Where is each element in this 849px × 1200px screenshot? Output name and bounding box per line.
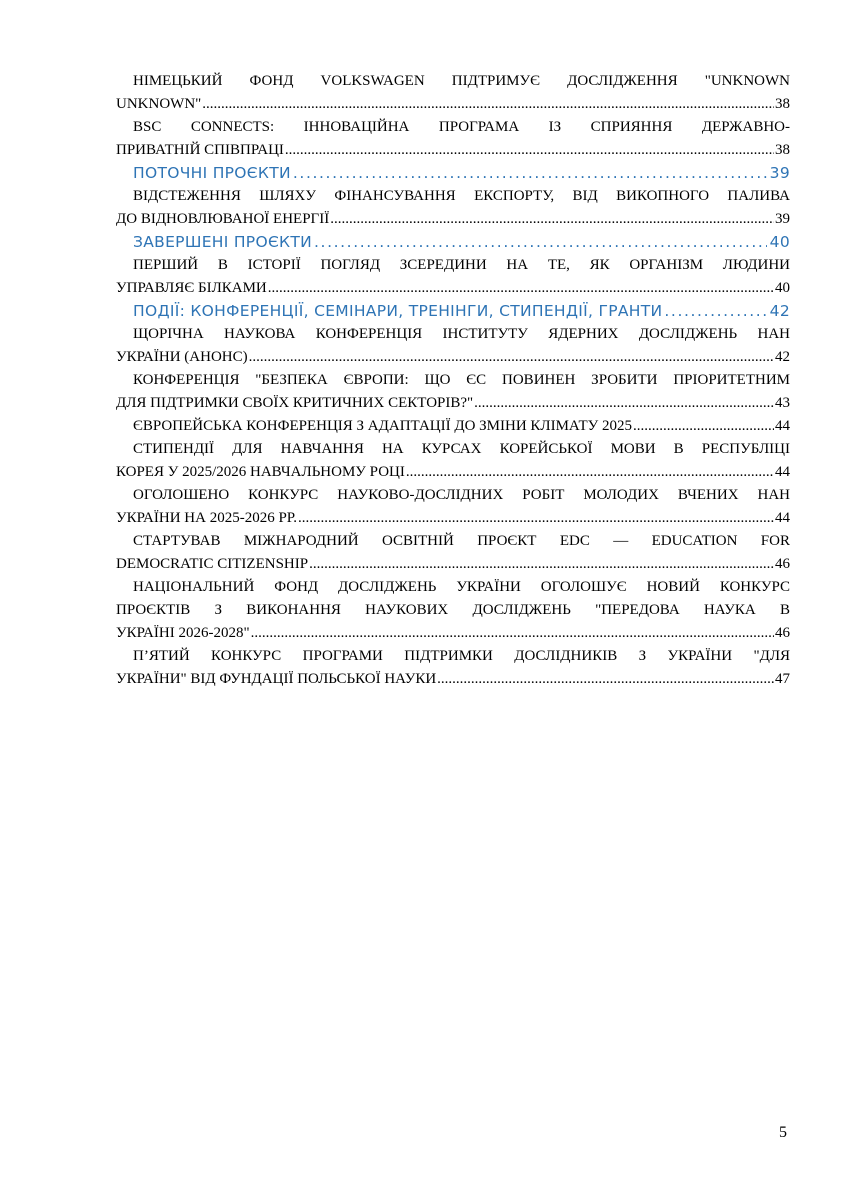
toc-entry-title: ПЕРШИЙ В ІСТОРІЇ ПОГЛЯД ЗСЕРЕДИНИ НА ТЕ, ЯК ОРГАНІЗМ ЛЮДИНИ [133,257,790,273]
dot-leader [202,93,774,116]
toc-entry-title: КОНФЕРЕНЦІЯ "БЕЗПЕКА ЄВРОПИ: ЩО ЄС ПОВИНЕН ЗРОБИТИ ПРІОРИТЕТНИМ [133,372,790,388]
toc-page-number: 40 [775,280,790,296]
toc-entry-title-end: УКРАЇНІ 2026-2028" [116,625,250,641]
toc-page-number: 44 [775,464,790,480]
toc-entry-title-end: UNKNOWN" [116,96,202,112]
toc-entry-title: ЩОРІЧНА НАУКОВА КОНФЕРЕНЦІЯ ІНСТИТУТУ ЯДЕРНИХ ДОСЛІДЖЕНЬ НАН [133,326,790,342]
toc-entry-title: СТАРТУВАВ МІЖНАРОДНИЙ ОСВІТНІЙ ПРОЄКТ EDC — EDUCATION FOR [133,533,790,549]
toc-entry-last-line [116,392,790,415]
toc-page-number: 40 [769,233,790,251]
table-of-contents [116,70,790,691]
toc-entry[interactable] [116,484,790,530]
dot-leader [298,507,774,530]
toc-page-number: 44 [775,510,790,526]
toc-entry[interactable] [116,254,790,300]
toc-entry-last-line [116,622,790,645]
toc-page-number: 46 [775,556,790,572]
toc-entry-title: ВІДСТЕЖЕННЯ ШЛЯХУ ФІНАНСУВАННЯ ЕКСПОРТУ, ВІД ВИКОПНОГО ПАЛИВА [133,188,790,204]
toc-entry[interactable] [116,415,790,438]
toc-page-number: 39 [769,164,790,182]
toc-entry-title-end: ДО ВІДНОВЛЮВАНОЇ ЕНЕРГІЇ [116,211,330,227]
toc-page-number: 47 [775,671,790,687]
toc-page-number: 38 [775,96,790,112]
toc-entry-title-continued: ПРОЄКТІВ З ВИКОНАННЯ НАУКОВИХ ДОСЛІДЖЕНЬ "ПЕРЕДОВА НАУКА В [116,602,790,618]
toc-entry-last-line [116,346,790,369]
toc-entry-title: П’ЯТИЙ КОНКУРС ПРОГРАМИ ПІДТРИМКИ ДОСЛІДНИКІВ З УКРАЇНИ "ДЛЯ [133,648,790,664]
toc-entry[interactable] [116,530,790,576]
toc-entry[interactable] [116,70,790,116]
toc-entry[interactable] [116,438,790,484]
toc-heading[interactable] [116,162,790,185]
page-number: 5 [779,1124,787,1141]
toc-heading[interactable] [116,300,790,323]
toc-page-number: 42 [775,349,790,365]
dot-leader [285,139,774,162]
toc-entry-title-end: УКРАЇНИ" ВІД ФУНДАЦІЇ ПОЛЬСЬКОЇ НАУКИ [116,671,437,687]
toc-page-number: 44 [775,418,790,434]
dot-leader [474,392,774,415]
toc-entry-title-end: DEMOCRATIC CITIZENSHIP [116,556,309,572]
toc-entry-title-end: УПРАВЛЯЄ БІЛКАМИ [116,280,267,296]
toc-page-number: 42 [769,302,790,320]
dot-leader [268,277,774,300]
dot-leader [249,346,774,369]
toc-page-number: 46 [775,625,790,641]
toc-entry[interactable] [116,323,790,369]
toc-entry-last-line [116,277,790,300]
dot-leader [664,300,766,323]
dot-leader [293,162,767,185]
toc-entry-last-line [116,93,790,116]
toc-entry-title-end: УКРАЇНИ (АНОНС) [116,349,248,365]
toc-entry[interactable] [116,369,790,415]
toc-page-number: 38 [775,142,790,158]
toc-entry-last-line [116,208,790,231]
toc-entry-title: НІМЕЦЬКИЙ ФОНД VOLKSWAGEN ПІДТРИМУЄ ДОСЛІДЖЕННЯ "UNKNOWN [133,73,790,89]
toc-heading[interactable] [116,231,790,254]
toc-entry-last-line [116,139,790,162]
toc-entry-title-end: ПРИВАТНІЙ СПІВПРАЦІ [116,142,284,158]
toc-entry-title: НАЦІОНАЛЬНИЙ ФОНД ДОСЛІДЖЕНЬ УКРАЇНИ ОГОЛОШУЄ НОВИЙ КОНКУРС [133,579,790,595]
toc-entry-last-line [116,507,790,530]
toc-heading-text: ПОДІЇ: КОНФЕРЕНЦІЇ, СЕМІНАРИ, ТРЕНІНГИ, СТИПЕНДІЇ, ГРАНТИ [133,302,663,320]
toc-entry-title: BSC CONNECTS: ІННОВАЦІЙНА ПРОГРАМА ІЗ СПРИЯННЯ ДЕРЖАВНО- [133,119,790,135]
toc-page-number: 43 [775,395,790,411]
toc-entry-title: СТИПЕНДІЇ ДЛЯ НАВЧАННЯ НА КУРСАХ КОРЕЙСЬКОЇ МОВИ В РЕСПУБЛІЦІ [133,441,790,457]
dot-leader [633,415,774,438]
toc-entry[interactable] [116,116,790,162]
toc-entry-title-end: УКРАЇНИ НА 2025-2026 РР. [116,510,298,526]
toc-entry[interactable] [116,576,790,645]
dot-leader [251,622,774,645]
toc-entry-last-line [116,553,790,576]
toc-entry[interactable] [116,185,790,231]
dot-leader [437,668,774,691]
toc-entry-last-line [116,668,790,691]
dot-leader [406,461,774,484]
toc-entry-title: ОГОЛОШЕНО КОНКУРС НАУКОВО-ДОСЛІДНИХ РОБІТ МОЛОДИХ ВЧЕНИХ НАН [133,487,790,503]
dot-leader [330,208,774,231]
dot-leader [309,553,774,576]
toc-entry-title: ЄВРОПЕЙСЬКА КОНФЕРЕНЦІЯ З АДАПТАЦІЇ ДО ЗМІНИ КЛІМАТУ 2025 [133,418,632,434]
toc-entry-title-end: ДЛЯ ПІДТРИМКИ СВОЇХ КРИТИЧНИХ СЕКТОРІВ?" [116,395,474,411]
toc-entry[interactable] [116,645,790,691]
toc-heading-text: ПОТОЧНІ ПРОЄКТИ [133,164,291,182]
dot-leader [314,231,767,254]
toc-page-number: 39 [775,211,790,227]
toc-heading-text: ЗАВЕРШЕНІ ПРОЄКТИ [133,233,313,251]
toc-entry-title-end: КОРЕЯ У 2025/2026 НАВЧАЛЬНОМУ РОЦІ [116,464,405,480]
toc-entry-last-line [116,461,790,484]
